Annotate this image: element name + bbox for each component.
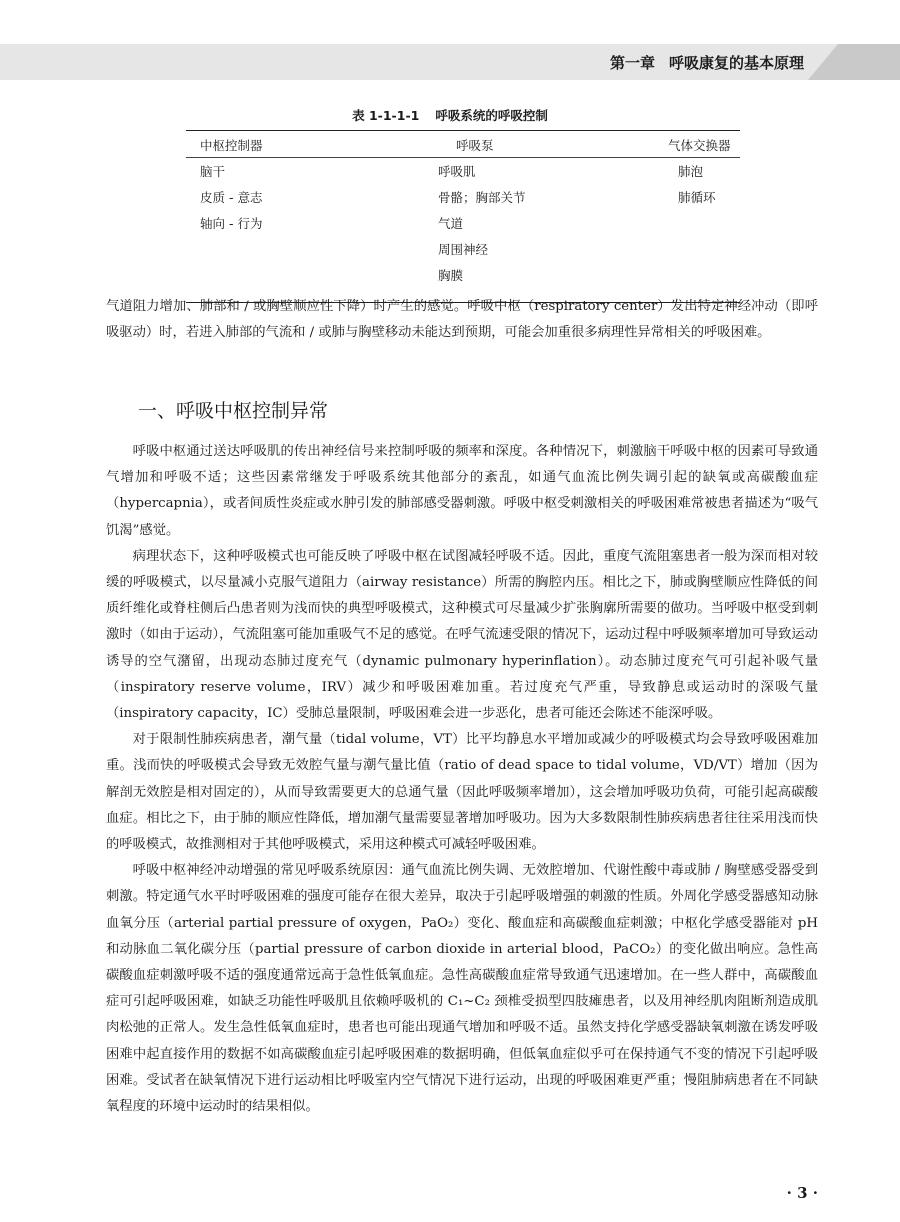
table-column-respiratory-pump xyxy=(438,162,526,292)
intro-paragraph: 气道阻力增加、肺部和 / 或胸壁顺应性下降）时产生的感觉。呼吸中枢（respiratory center）发出特定神经冲动（即呼吸驱动）时，若进入肺部的气流和 / 或肺与胸壁移动未能达到预期，可能会加重很多病理性异常相关的呼吸困难。 xyxy=(106,299,818,341)
table-body xyxy=(186,158,740,302)
section-heading: 一、呼吸中枢控制异常 xyxy=(138,400,329,422)
section-body xyxy=(106,439,818,1120)
table-header-cell: 中枢控制器 xyxy=(200,138,263,153)
table-header-row xyxy=(186,131,740,158)
chapter-title: 呼吸康复的基本原理 xyxy=(668,54,804,72)
table-cell: 肺泡 xyxy=(678,164,704,179)
table-column-gas-exchanger xyxy=(678,162,716,214)
respiratory-control-table xyxy=(186,130,740,303)
table-header-cell: 呼吸泵 xyxy=(456,138,494,153)
table-title: 呼吸系统的呼吸控制 xyxy=(435,108,548,123)
table-header-cell: 气体交换器 xyxy=(668,138,731,153)
body-paragraph: 病理状态下，这种呼吸模式也可能反映了呼吸中枢在试图减轻呼吸不适。因此，重度气流阻塞患者一般为深而相对较缓的呼吸模式，以尽量减小克服气道阻力（airway resistance）所需的胸腔内压。相比之下，肺或胸壁顺应性降低的间质纤维化或脊柱侧后凸患者则为浅而快的典型呼吸模式，这种模式可尽量减少扩张胸廓所需要的做功。当呼吸中枢受到刺激时（如由于运动），气流阻塞可能加重吸气不足的感觉。在呼气流速受限的情况下，运动过程中呼吸频率增加可导致运动诱导的空气潴留，出现动态肺过度充气（dynamic pulmonary hyperinflation）。动态肺过度充气可引起补吸气量（inspiratory reserve volume，IRV）减少和呼吸困难加重。若过度充气严重，导致静息或运动时的深吸气量（inspiratory capacity，IC）受肺总量限制，呼吸困难会进一步恶化，患者可能还会陈述不能深呼吸。 xyxy=(106,548,818,722)
page-number: · 3 · xyxy=(786,1184,818,1202)
table-label: 表 1-1-1-1 xyxy=(352,108,420,123)
table-cell: 呼吸肌 xyxy=(438,164,476,179)
body-paragraph: 呼吸中枢神经冲动增强的常见呼吸系统原因：通气血流比例失调、无效腔增加、代谢性酸中毒或肺 / 胸壁感受器受到刺激。特定通气水平时呼吸困难的强度可能存在很大差异，取决于引起呼吸增强的刺激的性质。外周化学感受器感知动脉血氧分压（arterial partial pressure of oxygen，PaO₂）变化、酸血症和高碳酸血症刺激；中枢化学感受器能对 pH 和动脉血二氧化碳分压（partial pressure of carbon dioxide in arterial blood，PaCO₂）的变化做出响应。急性高碳酸血症刺激呼吸不适的强度通常远高于急性低氧血症。急性高碳酸血症常导致通气迅速增加。在一些人群中，高碳酸血症可引起呼吸困难，如缺乏功能性呼吸肌且依赖呼吸机的 C₁~C₂ 颈椎受损型四肢瘫患者，以及用神经肌肉阻断剂造成肌肉松弛的正常人。发生急性低氧血症时，患者也可能出现通气增加和呼吸不适。虽然支持化学感受器缺氧刺激在诱发呼吸困难中起直接作用的数据不如高碳酸血症引起呼吸困难的数据明确，但低氧血症似乎可在保持通气不变的情况下引起呼吸困难。受试者在缺氧情况下进行运动相比呼吸室内空气情况下进行运动，出现的呼吸困难更严重；慢阻肺病患者在不同缺氧程度的环境中运动时的结果相似。 xyxy=(106,863,818,1115)
table-cell: 脑干 xyxy=(200,164,226,179)
table-cell: 轴向 - 行为 xyxy=(200,216,263,231)
body-paragraph: 对于限制性肺疾病患者，潮气量（tidal volume，VT）比平均静息水平增加或减少的呼吸模式均会导致呼吸困难加重。浅而快的呼吸模式会导致无效腔气量与潮气量比值（ratio of dead space to tidal volume，VD/VT）增加（因为解剖无效腔是相对固定的），从而导致需要更大的总通气量（因此呼吸频率增加），这会增加呼吸功负荷，可能引起高碳酸血症。相比之下，由于肺的顺应性降低，增加潮气量需要显著增加呼吸功。因为大多数限制性肺疾病患者往往采用浅而快的呼吸模式，故推测相对于其他呼吸模式，采用这种模式可减轻呼吸困难。 xyxy=(106,732,818,853)
table-cell: 周围神经 xyxy=(438,242,489,257)
table-cell: 皮质 - 意志 xyxy=(200,190,263,205)
chapter-label: 第一章 xyxy=(609,54,655,72)
running-header xyxy=(610,52,804,73)
intro-text xyxy=(106,294,818,346)
table-cell: 骨骼；胸部关节 xyxy=(438,190,526,205)
table-cell: 气道 xyxy=(438,216,464,231)
table-caption xyxy=(0,106,900,124)
table-cell: 胸膜 xyxy=(438,268,464,283)
table-column-central-controller xyxy=(200,162,262,240)
body-paragraph: 呼吸中枢通过送达呼吸肌的传出神经信号来控制呼吸的频率和深度。各种情况下，刺激脑干呼吸中枢的因素可导致通气增加和呼吸不适；这些因素常继发于呼吸系统其他部分的紊乱，如通气血流比例失调引起的缺氧或高碳酸血症（hypercapnia），或者间质性炎症或水肿引发的肺部感受器刺激。呼吸中枢受刺激相关的呼吸困难常被患者描述为“吸气饥渴”感觉。 xyxy=(106,444,818,538)
table-cell: 肺循环 xyxy=(678,190,716,205)
